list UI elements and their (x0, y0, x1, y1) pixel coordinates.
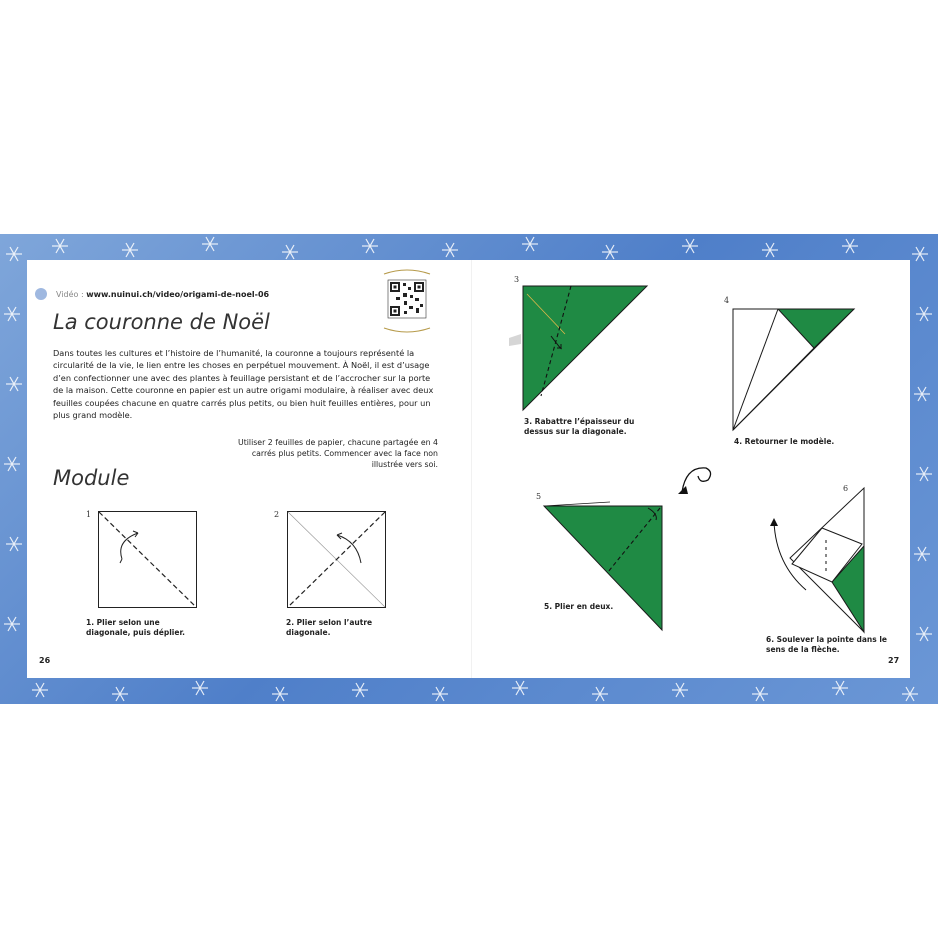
step-4-diagram (732, 308, 857, 432)
page-title: La couronne de Noël (53, 310, 270, 334)
spine (471, 260, 472, 678)
turn-over-icon (676, 458, 716, 496)
video-link[interactable] (56, 290, 269, 299)
step-4-caption: 4. Retourner le modèle. (734, 437, 835, 446)
instruction-hint: Utiliser 2 feuilles de papier, chacune partagée en 4 carrés plus petits. Commencer avec la face non illustrée vers soi. (237, 438, 438, 469)
step-1-number: 1 (86, 510, 92, 519)
step-2-diagram (287, 511, 387, 611)
step-3-number: 3 (514, 275, 520, 284)
qr-code-icon[interactable] (382, 268, 432, 332)
step-6-caption: 6. Soulever la pointe dans le sens de la flèche. (766, 635, 887, 654)
step-5-diagram (540, 500, 666, 632)
video-url[interactable]: www.nuinui.ch/video/origami-de-noel-06 (86, 290, 270, 299)
step-3-diagram (505, 284, 655, 414)
video-label: Vidéo : (56, 290, 84, 299)
step-3-caption: 3. Rabattre l’épaisseur du dessus sur la diagonale. (524, 417, 635, 436)
page-number-left: 26 (39, 656, 51, 665)
step-2-number: 2 (274, 510, 280, 519)
step-2-caption: 2. Plier selon l’autre diagonale. (286, 618, 373, 637)
page-number-right: 27 (888, 656, 900, 665)
step-4-number: 4 (724, 296, 730, 305)
intro-paragraph: Dans toutes les cultures et l’histoire de l’humanité, la couronne a toujours représenté la circularité de la vie, le lien entre les choses en perpétuel mouvement. À Noël, il est d’usage d’en confectionner une avec des plantes à feuillage persistant et de l’accrocher sur la porte de la maison. Cette couronne en papier est un autre origami modulaire, à réaliser avec deux feuilles coupées chacune en quatre carrés plus petits, ou bien huit feuilles entières, pour un plus grand modèle. (53, 348, 434, 421)
step-6-number: 6 (843, 484, 849, 493)
step-1-caption: 1. Plier selon une diagonale, puis déplier. (86, 618, 185, 637)
step-5-number: 5 (536, 492, 542, 501)
video-tag-icon (35, 288, 47, 300)
step-1-diagram (98, 511, 198, 611)
module-heading: Module (53, 466, 130, 490)
step-5-caption: 5. Plier en deux. (544, 602, 614, 611)
step-6-diagram (762, 486, 868, 634)
